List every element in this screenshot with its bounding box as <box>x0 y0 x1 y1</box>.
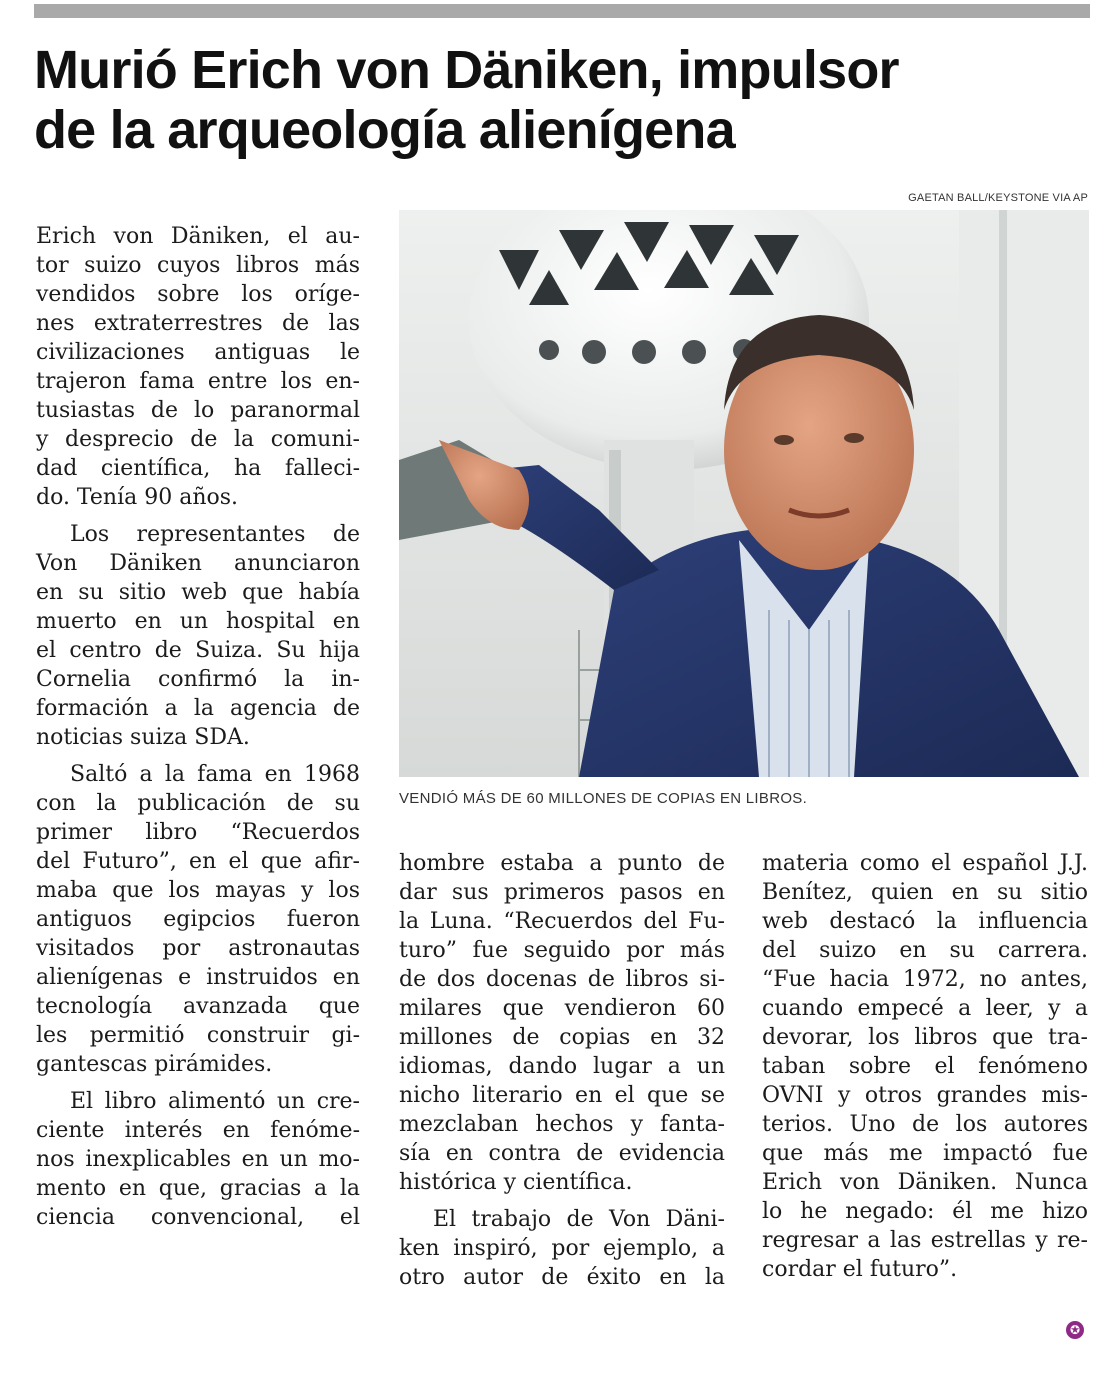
text-line: ciente interés en fenóme- <box>36 1118 360 1143</box>
text-line: del suizo en su carrera. <box>762 938 1088 963</box>
text-line: do. Tenía 90 años. <box>36 485 239 510</box>
text-line: Benítez, quien en su sitio <box>762 880 1088 905</box>
text-line: muerto en un hospital en <box>36 609 360 634</box>
text-line: taban sobre el fenómeno <box>762 1054 1088 1079</box>
text-line: antiguos egipcios fueron <box>36 907 360 932</box>
paragraph-7 <box>762 849 1088 1284</box>
headline <box>34 40 1094 160</box>
text-line: nes extraterrestres de las <box>36 311 360 336</box>
headline-line-2: de la arqueología alienígena <box>34 100 735 160</box>
article-column-1 <box>36 222 360 1240</box>
text-line: Cornelia confirmó la in- <box>36 667 360 692</box>
text-line: ciencia convencional, el <box>36 1205 360 1230</box>
text-line: formación a la agencia de <box>36 696 360 721</box>
photo-illustration <box>399 210 1089 777</box>
text-line: Erich von Däniken. Nunca <box>762 1170 1088 1195</box>
text-line: El libro alimentó un cre- <box>70 1089 360 1114</box>
text-line: materia como el español J.J. <box>762 851 1088 876</box>
text-line: turo” fue seguido por más <box>399 938 725 963</box>
text-line: noticias suiza SDA. <box>36 725 250 750</box>
text-line: maba que los mayas y los <box>36 878 360 903</box>
text-line: OVNI y otros grandes mis- <box>762 1083 1088 1108</box>
text-line: vendidos sobre los oríge- <box>36 282 360 307</box>
text-line: que más me impactó fue <box>762 1141 1088 1166</box>
article-column-2 <box>399 849 725 1300</box>
text-line: dad científica, ha falleci- <box>36 456 360 481</box>
paragraph-2 <box>36 520 360 752</box>
text-line: en su sitio web que había <box>36 580 360 605</box>
headline-line-1: Murió Erich von Däniken, impulsor <box>34 40 899 100</box>
text-line: con la publicación de su <box>36 791 360 816</box>
text-line: Los representantes de <box>70 522 360 547</box>
text-line: mezclaban hechos y fanta- <box>399 1112 725 1137</box>
text-line: idiomas, dando lugar a un <box>399 1054 725 1079</box>
text-line: tusiastas de lo paranormal <box>36 398 360 423</box>
paragraph-4 <box>36 1087 360 1232</box>
article-column-3 <box>762 849 1088 1292</box>
top-rule <box>34 4 1090 18</box>
text-line: lo he negado: él me hizo <box>762 1199 1088 1224</box>
star-end-icon: ✪ <box>1066 1321 1084 1339</box>
article-photo <box>399 210 1089 777</box>
text-line: Von Däniken anunciaron <box>36 551 360 576</box>
paragraph-1 <box>36 222 360 512</box>
paragraph-5 <box>399 849 725 1197</box>
text-line: visitados por astronautas <box>36 936 360 961</box>
text-line: mento en que, gracias a la <box>36 1176 360 1201</box>
text-line: Saltó a la fama en 1968 <box>70 762 360 787</box>
text-line: la Luna. “Recuerdos del Fu- <box>399 909 725 934</box>
photo-caption: VENDIÓ MÁS DE 60 MILLONES DE COPIAS EN LIBROS. <box>399 790 808 807</box>
text-line: hombre estaba a punto de <box>399 851 725 876</box>
text-line: ken inspiró, por ejemplo, a <box>399 1236 725 1261</box>
paragraph-3 <box>36 760 360 1079</box>
text-line: de dos docenas de libros si- <box>399 967 725 992</box>
text-line: primer libro “Recuerdos <box>36 820 360 845</box>
text-line: terios. Uno de los autores <box>762 1112 1088 1137</box>
text-line: sía en contra de evidencia <box>399 1141 725 1166</box>
text-line: milares que vendieron 60 <box>399 996 725 1021</box>
text-line: tecnología avanzada que <box>36 994 360 1019</box>
text-line: otro autor de éxito en la <box>399 1265 725 1290</box>
text-line: tor suizo cuyos libros más <box>36 253 360 278</box>
text-line: cordar el futuro”. <box>762 1257 958 1282</box>
text-line: gantescas pirámides. <box>36 1052 273 1077</box>
text-line: Erich von Däniken, el au- <box>36 224 360 249</box>
text-line: civilizaciones antiguas le <box>36 340 360 365</box>
text-line: histórica y científica. <box>399 1170 633 1195</box>
text-line: trajeron fama entre los en- <box>36 369 360 394</box>
text-line: cuando empecé a leer, y a <box>762 996 1088 1021</box>
text-line: devorar, los libros que tra- <box>762 1025 1088 1050</box>
text-line: regresar a las estrellas y re- <box>762 1228 1088 1253</box>
text-line: y desprecio de la comuni- <box>36 427 360 452</box>
text-line: millones de copias en 32 <box>399 1025 725 1050</box>
paragraph-6 <box>399 1205 725 1292</box>
text-line: nicho literario en el que se <box>399 1083 725 1108</box>
text-line: les permitió construir gi- <box>36 1023 360 1048</box>
text-line: dar sus primeros pasos en <box>399 880 725 905</box>
text-line: “Fue hacia 1972, no antes, <box>762 967 1088 992</box>
text-line: nos inexplicables en un mo- <box>36 1147 360 1172</box>
text-line: del Futuro”, en el que afir- <box>36 849 360 874</box>
text-line: web destacó la influencia <box>762 909 1088 934</box>
photo-credit: GAETAN BALL/KEYSTONE VIA AP <box>908 192 1088 204</box>
text-line: el centro de Suiza. Su hija <box>36 638 360 663</box>
text-line: alienígenas e instruidos en <box>36 965 360 990</box>
text-line: El trabajo de Von Däni- <box>433 1207 725 1232</box>
